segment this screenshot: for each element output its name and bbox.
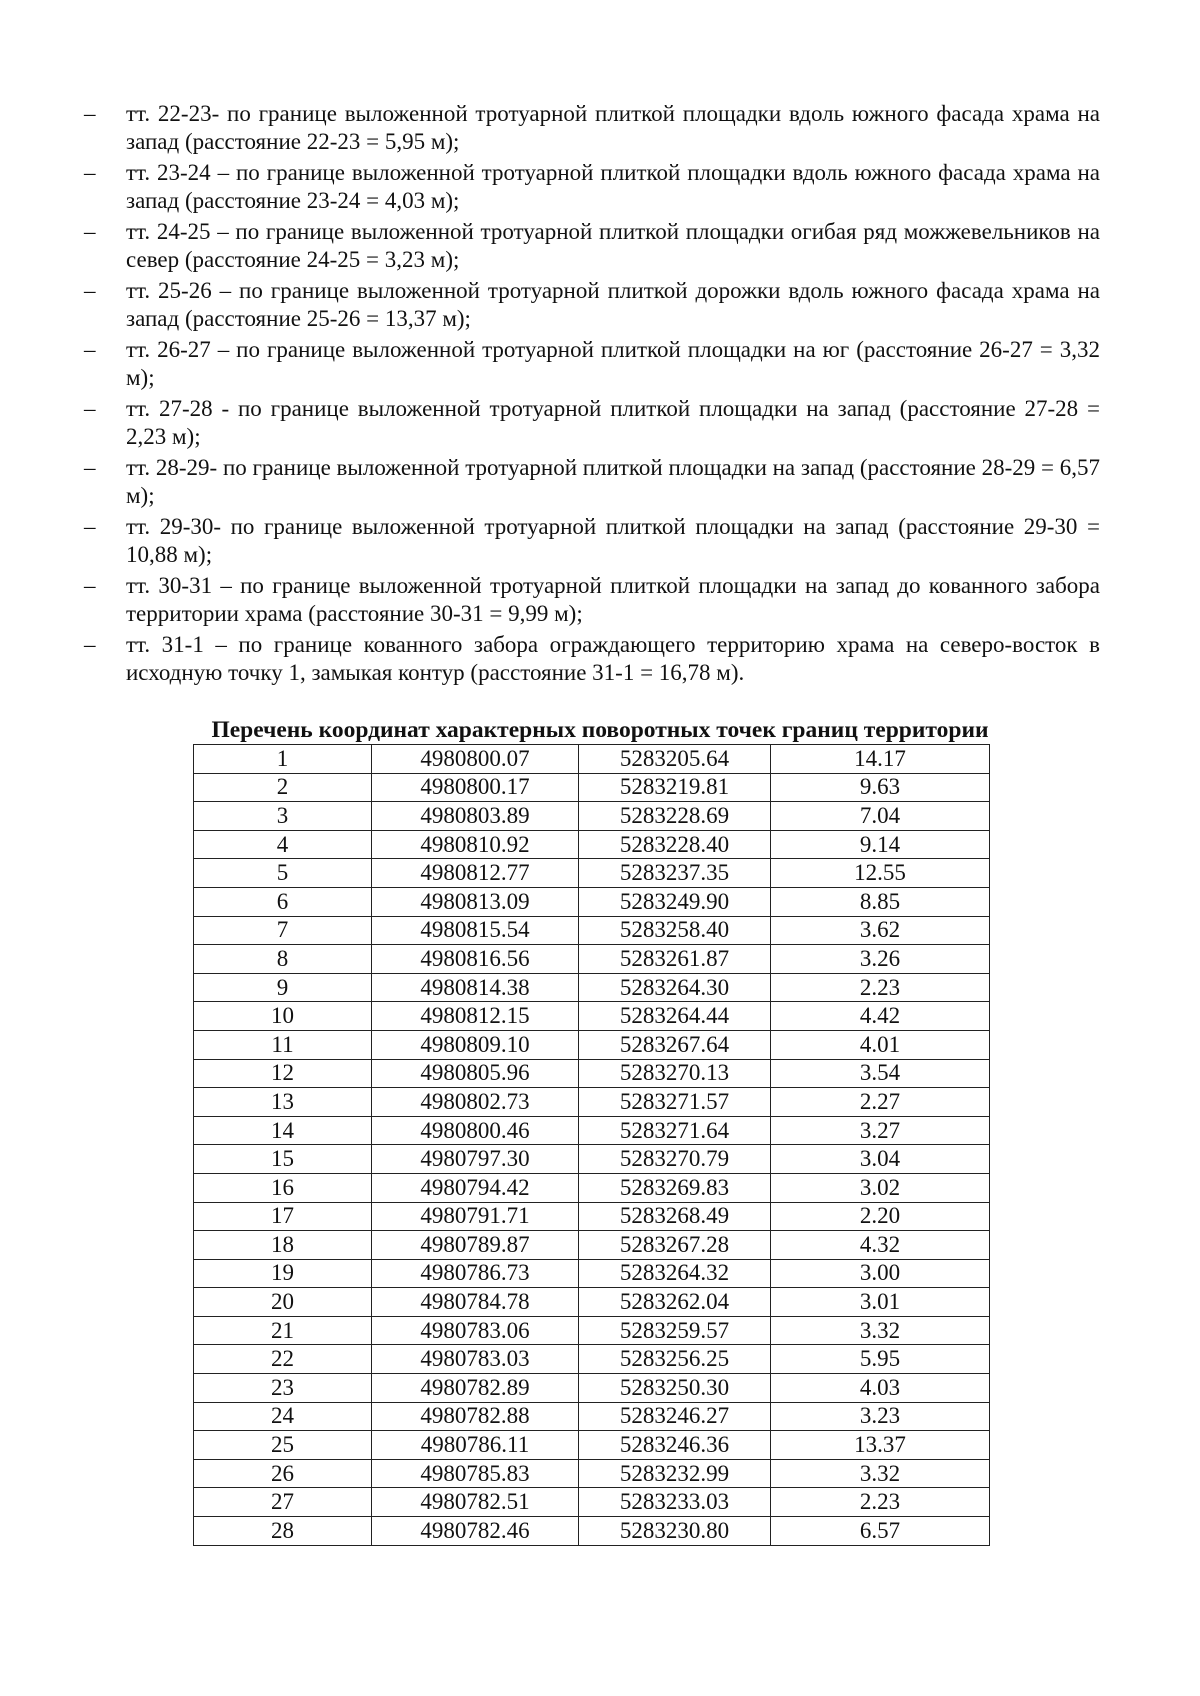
- x-coordinate-cell: 4980805.96: [372, 1059, 579, 1088]
- table-row: [194, 1088, 990, 1117]
- distance-cell: 6.57: [771, 1517, 990, 1546]
- point-number-cell: 20: [194, 1288, 372, 1317]
- x-coordinate-cell: 4980800.07: [372, 745, 579, 774]
- y-coordinate-cell: 5283250.30: [579, 1374, 771, 1403]
- distance-cell: 7.04: [771, 802, 990, 831]
- y-coordinate-cell: 5283205.64: [579, 745, 771, 774]
- table-row: [194, 1345, 990, 1374]
- point-number-cell: 19: [194, 1259, 372, 1288]
- list-dash: –: [84, 219, 96, 244]
- distance-cell: 3.01: [771, 1288, 990, 1317]
- distance-cell: 8.85: [771, 887, 990, 916]
- point-number-cell: 26: [194, 1459, 372, 1488]
- x-coordinate-cell: 4980783.03: [372, 1345, 579, 1374]
- x-coordinate-cell: 4980810.92: [372, 830, 579, 859]
- y-coordinate-cell: 5283262.04: [579, 1288, 771, 1317]
- table-row: [194, 1116, 990, 1145]
- table-row: [194, 859, 990, 888]
- distance-cell: 3.00: [771, 1259, 990, 1288]
- y-coordinate-cell: 5283237.35: [579, 859, 771, 888]
- y-coordinate-cell: 5283256.25: [579, 1345, 771, 1374]
- point-number-cell: 23: [194, 1374, 372, 1403]
- distance-cell: 3.23: [771, 1402, 990, 1431]
- table-row: [194, 1030, 990, 1059]
- distance-cell: 3.32: [771, 1316, 990, 1345]
- x-coordinate-cell: 4980785.83: [372, 1459, 579, 1488]
- point-number-cell: 7: [194, 916, 372, 945]
- segment-text: тт. 30-31 – по границе выложенной тротуарной плиткой площадки на запад до кованного забора территории храма (расстояние 30-31 = 9,99 м);: [126, 573, 1100, 626]
- distance-cell: 4.03: [771, 1374, 990, 1403]
- distance-cell: 3.27: [771, 1116, 990, 1145]
- x-coordinate-cell: 4980784.78: [372, 1288, 579, 1317]
- list-dash: –: [84, 337, 96, 362]
- distance-cell: 12.55: [771, 859, 990, 888]
- y-coordinate-cell: 5283271.57: [579, 1088, 771, 1117]
- point-number-cell: 6: [194, 887, 372, 916]
- x-coordinate-cell: 4980803.89: [372, 802, 579, 831]
- x-coordinate-cell: 4980782.89: [372, 1374, 579, 1403]
- point-number-cell: 16: [194, 1173, 372, 1202]
- table-row: [194, 1259, 990, 1288]
- point-number-cell: 25: [194, 1431, 372, 1460]
- list-item: [84, 395, 1100, 451]
- list-item: [84, 277, 1100, 333]
- distance-cell: 13.37: [771, 1431, 990, 1460]
- x-coordinate-cell: 4980812.77: [372, 859, 579, 888]
- distance-cell: 2.27: [771, 1088, 990, 1117]
- point-number-cell: 21: [194, 1316, 372, 1345]
- x-coordinate-cell: 4980786.11: [372, 1431, 579, 1460]
- y-coordinate-cell: 5283261.87: [579, 945, 771, 974]
- y-coordinate-cell: 5283258.40: [579, 916, 771, 945]
- point-number-cell: 4: [194, 830, 372, 859]
- x-coordinate-cell: 4980791.71: [372, 1202, 579, 1231]
- x-coordinate-cell: 4980814.38: [372, 973, 579, 1002]
- point-number-cell: 9: [194, 973, 372, 1002]
- x-coordinate-cell: 4980802.73: [372, 1088, 579, 1117]
- x-coordinate-cell: 4980797.30: [372, 1145, 579, 1174]
- segment-text: тт. 31-1 – по границе кованного забора ограждающего территорию храма на северо-восток в исходную точку 1, замыкая контур (расстояние 31-1 = 16,78 м).: [126, 632, 1100, 685]
- boundary-segment-list: [84, 100, 1100, 690]
- table-row: [194, 887, 990, 916]
- y-coordinate-cell: 5283268.49: [579, 1202, 771, 1231]
- point-number-cell: 22: [194, 1345, 372, 1374]
- y-coordinate-cell: 5283246.27: [579, 1402, 771, 1431]
- y-coordinate-cell: 5283271.64: [579, 1116, 771, 1145]
- list-dash: –: [84, 573, 96, 598]
- distance-cell: 4.01: [771, 1030, 990, 1059]
- table-title: Перечень координат характерных поворотных точек границ территории: [211, 717, 989, 743]
- y-coordinate-cell: 5283219.81: [579, 773, 771, 802]
- point-number-cell: 12: [194, 1059, 372, 1088]
- y-coordinate-cell: 5283228.40: [579, 830, 771, 859]
- point-number-cell: 17: [194, 1202, 372, 1231]
- list-item: [84, 631, 1100, 687]
- table-row: [194, 773, 990, 802]
- y-coordinate-cell: 5283232.99: [579, 1459, 771, 1488]
- segment-text: тт. 27-28 - по границе выложенной тротуарной плиткой площадки на запад (расстояние 27-28 = 2,23 м);: [126, 396, 1100, 449]
- point-number-cell: 28: [194, 1517, 372, 1546]
- distance-cell: 2.20: [771, 1202, 990, 1231]
- y-coordinate-cell: 5283230.80: [579, 1517, 771, 1546]
- list-item: [84, 336, 1100, 392]
- point-number-cell: 1: [194, 745, 372, 774]
- table-row: [194, 1145, 990, 1174]
- distance-cell: 14.17: [771, 745, 990, 774]
- distance-cell: 3.26: [771, 945, 990, 974]
- table-row: [194, 830, 990, 859]
- x-coordinate-cell: 4980786.73: [372, 1259, 579, 1288]
- y-coordinate-cell: 5283267.64: [579, 1030, 771, 1059]
- table-row: [194, 1402, 990, 1431]
- coordinates-table: [193, 744, 990, 1546]
- point-number-cell: 3: [194, 802, 372, 831]
- segment-text: тт. 26-27 – по границе выложенной тротуарной плиткой площадки на юг (расстояние 26-27 = 3,32 м);: [126, 337, 1100, 390]
- table-row: [194, 916, 990, 945]
- table-row: [194, 945, 990, 974]
- segment-text: тт. 22-23- по границе выложенной тротуарной плиткой площадки вдоль южного фасада храма на запад (расстояние 22-23 = 5,95 м);: [126, 101, 1100, 154]
- x-coordinate-cell: 4980816.56: [372, 945, 579, 974]
- table-row: [194, 1459, 990, 1488]
- table-row: [194, 1059, 990, 1088]
- table-row: [194, 1517, 990, 1546]
- list-dash: –: [84, 396, 96, 421]
- list-item: [84, 513, 1100, 569]
- point-number-cell: 11: [194, 1030, 372, 1059]
- x-coordinate-cell: 4980782.46: [372, 1517, 579, 1546]
- distance-cell: 4.42: [771, 1002, 990, 1031]
- y-coordinate-cell: 5283269.83: [579, 1173, 771, 1202]
- point-number-cell: 14: [194, 1116, 372, 1145]
- x-coordinate-cell: 4980800.17: [372, 773, 579, 802]
- point-number-cell: 5: [194, 859, 372, 888]
- table-row: [194, 1288, 990, 1317]
- table-row: [194, 1431, 990, 1460]
- distance-cell: 3.32: [771, 1459, 990, 1488]
- x-coordinate-cell: 4980794.42: [372, 1173, 579, 1202]
- distance-cell: 9.14: [771, 830, 990, 859]
- x-coordinate-cell: 4980782.88: [372, 1402, 579, 1431]
- list-item: [84, 572, 1100, 628]
- table-row: [194, 1488, 990, 1517]
- y-coordinate-cell: 5283259.57: [579, 1316, 771, 1345]
- x-coordinate-cell: 4980789.87: [372, 1231, 579, 1260]
- list-dash: –: [84, 632, 96, 657]
- point-number-cell: 10: [194, 1002, 372, 1031]
- coordinates-table-body: [194, 745, 990, 1546]
- table-row: [194, 745, 990, 774]
- y-coordinate-cell: 5283267.28: [579, 1231, 771, 1260]
- point-number-cell: 24: [194, 1402, 372, 1431]
- y-coordinate-cell: 5283270.13: [579, 1059, 771, 1088]
- table-row: [194, 802, 990, 831]
- x-coordinate-cell: 4980800.46: [372, 1116, 579, 1145]
- distance-cell: 3.04: [771, 1145, 990, 1174]
- x-coordinate-cell: 4980813.09: [372, 887, 579, 916]
- distance-cell: 3.02: [771, 1173, 990, 1202]
- list-dash: –: [84, 514, 96, 539]
- segment-text: тт. 24-25 – по границе выложенной тротуарной плиткой площадки огибая ряд можжевельников на север (расстояние 24-25 = 3,23 м);: [126, 219, 1100, 272]
- y-coordinate-cell: 5283264.44: [579, 1002, 771, 1031]
- y-coordinate-cell: 5283246.36: [579, 1431, 771, 1460]
- table-row: [194, 1002, 990, 1031]
- point-number-cell: 8: [194, 945, 372, 974]
- y-coordinate-cell: 5283264.30: [579, 973, 771, 1002]
- distance-cell: 5.95: [771, 1345, 990, 1374]
- table-row: [194, 1231, 990, 1260]
- segment-text: тт. 25-26 – по границе выложенной тротуарной плиткой дорожки вдоль южного фасада храма на запад (расстояние 25-26 = 13,37 м);: [126, 278, 1100, 331]
- point-number-cell: 13: [194, 1088, 372, 1117]
- x-coordinate-cell: 4980812.15: [372, 1002, 579, 1031]
- table-row: [194, 1316, 990, 1345]
- point-number-cell: 27: [194, 1488, 372, 1517]
- point-number-cell: 2: [194, 773, 372, 802]
- list-dash: –: [84, 160, 96, 185]
- point-number-cell: 15: [194, 1145, 372, 1174]
- list-dash: –: [84, 455, 96, 480]
- segment-text: тт. 23-24 – по границе выложенной тротуарной плиткой площадки вдоль южного фасада храма на запад (расстояние 23-24 = 4,03 м);: [126, 160, 1100, 213]
- x-coordinate-cell: 4980783.06: [372, 1316, 579, 1345]
- x-coordinate-cell: 4980809.10: [372, 1030, 579, 1059]
- list-dash: –: [84, 278, 96, 303]
- y-coordinate-cell: 5283228.69: [579, 802, 771, 831]
- distance-cell: 2.23: [771, 973, 990, 1002]
- distance-cell: 9.63: [771, 773, 990, 802]
- distance-cell: 3.54: [771, 1059, 990, 1088]
- list-item: [84, 159, 1100, 215]
- y-coordinate-cell: 5283270.79: [579, 1145, 771, 1174]
- y-coordinate-cell: 5283249.90: [579, 887, 771, 916]
- table-row: [194, 1173, 990, 1202]
- list-item: [84, 100, 1100, 156]
- list-item: [84, 454, 1100, 510]
- distance-cell: 3.62: [771, 916, 990, 945]
- x-coordinate-cell: 4980815.54: [372, 916, 579, 945]
- list-dash: –: [84, 101, 96, 126]
- list-item: [84, 218, 1100, 274]
- y-coordinate-cell: 5283264.32: [579, 1259, 771, 1288]
- point-number-cell: 18: [194, 1231, 372, 1260]
- segment-text: тт. 29-30- по границе выложенной тротуарной плиткой площадки на запад (расстояние 29-30 = 10,88 м);: [126, 514, 1100, 567]
- segment-text: тт. 28-29- по границе выложенной тротуарной плиткой площадки на запад (расстояние 28-29 = 6,57 м);: [126, 455, 1100, 508]
- x-coordinate-cell: 4980782.51: [372, 1488, 579, 1517]
- table-row: [194, 973, 990, 1002]
- distance-cell: 2.23: [771, 1488, 990, 1517]
- table-row: [194, 1374, 990, 1403]
- y-coordinate-cell: 5283233.03: [579, 1488, 771, 1517]
- distance-cell: 4.32: [771, 1231, 990, 1260]
- table-row: [194, 1202, 990, 1231]
